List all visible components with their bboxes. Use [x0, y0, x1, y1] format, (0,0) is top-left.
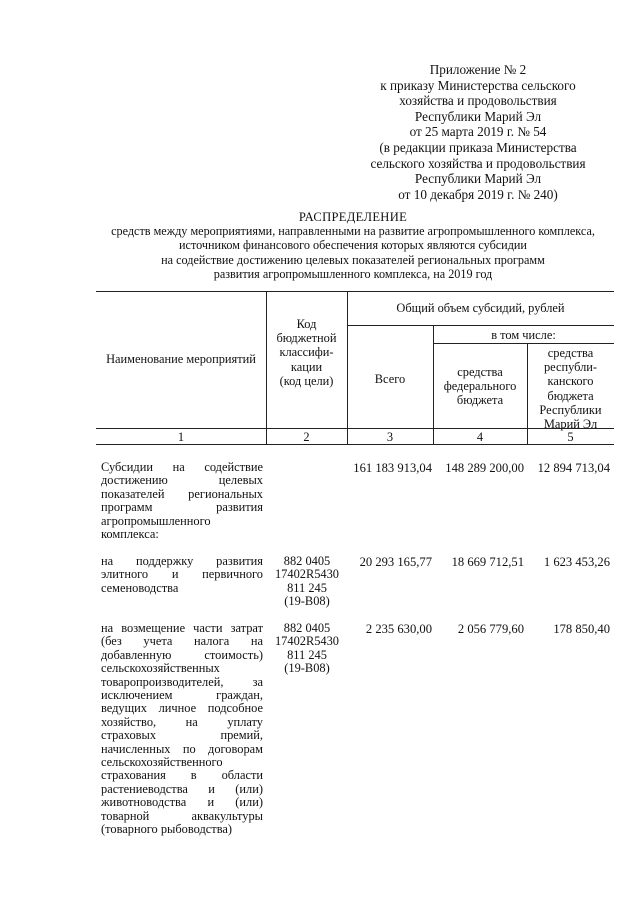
column-number: 1	[177, 430, 185, 444]
appendix-line: (в редакции приказа Министерства	[379, 139, 577, 155]
row-total: 161 183 913,04	[353, 461, 432, 475]
appendix-line: хозяйства и продовольствия	[399, 93, 557, 109]
column-number: 4	[476, 430, 484, 444]
heading-line: источником финансового обеспечения которых являются субсидии	[179, 238, 527, 253]
row-republic: 1 623 453,26	[543, 555, 610, 569]
header-subgroup-divider	[433, 343, 614, 344]
table-top-border	[96, 291, 614, 292]
header-code: Код бюджетной классифи- кации (код цели)	[276, 317, 337, 388]
column-number: 3	[386, 430, 394, 444]
row-total: 20 293 165,77	[359, 555, 432, 569]
appendix-line: Приложение № 2	[429, 62, 527, 77]
appendix-line: Республики Марий Эл	[414, 171, 542, 187]
header-republic: средства республи- канского бюджета Республики Марий Эл	[539, 346, 602, 432]
header-name: Наименование мероприятий	[106, 352, 256, 366]
row-federal: 2 056 779,60	[457, 622, 524, 636]
appendix-line: от 10 декабря 2019 г. № 240)	[398, 186, 558, 202]
row-federal: 18 669 712,51	[451, 555, 524, 569]
row-republic: 178 850,40	[553, 622, 610, 636]
document-title: РАСПРЕДЕЛЕНИЕ	[298, 210, 408, 224]
heading-line: на содействие достижению целевых показателей региональных программ	[161, 252, 545, 267]
row-republic: 12 894 713,04	[537, 461, 610, 475]
document-heading	[96, 210, 610, 281]
heading-line: развития агропромышленного комплекса, на 2019 год	[213, 266, 493, 281]
table-row-description: на поддержку развития элитного и первичного семеноводства	[101, 554, 263, 595]
header-including: в том числе:	[491, 328, 556, 342]
table-row-description: на возмещение части затрат (без учета налога на добавленную стоимость) сельскохозяйственных товаропроизводителей, за исключением граждан, ведущих личное подсобное хозяйство, на уплату страховых премий, начисленных по договорам сельскохозяйственного страхования в области растениеводства и (или) животноводства и (или) товарной аквакультуры (товарного рыбоводства)	[101, 621, 263, 837]
column-number: 2	[303, 430, 310, 444]
row-total: 2 235 630,00	[365, 622, 432, 636]
header-group-divider	[347, 325, 614, 326]
table-row-description: Субсидии на содействие достижению целевых показателей региональных программ развития агропромышленного комплекса:	[101, 460, 263, 542]
row-code: 882 0405 17402R5430 811 245 (19-В08)	[274, 621, 340, 676]
header-total-group: Общий объем субсидий, рублей	[396, 301, 565, 315]
appendix-line: к приказу Министерства сельского	[380, 77, 576, 93]
row-code: 882 0405 17402R5430 811 245 (19-В08)	[274, 554, 340, 609]
heading-line: средств между мероприятиями, направленными на развитие агропромышленного комплекса,	[111, 224, 595, 239]
column-number: 5	[567, 430, 574, 444]
appendix-line: Республики Марий Эл	[414, 108, 542, 124]
header-total: Всего	[374, 372, 406, 386]
appendix-block	[360, 62, 596, 202]
header-federal: средства федерального бюджета	[443, 365, 517, 408]
row-federal: 148 289 200,00	[445, 461, 524, 475]
appendix-line: от 25 марта 2019 г. № 54	[409, 124, 547, 140]
appendix-line: сельского хозяйства и продовольствия	[370, 155, 586, 171]
